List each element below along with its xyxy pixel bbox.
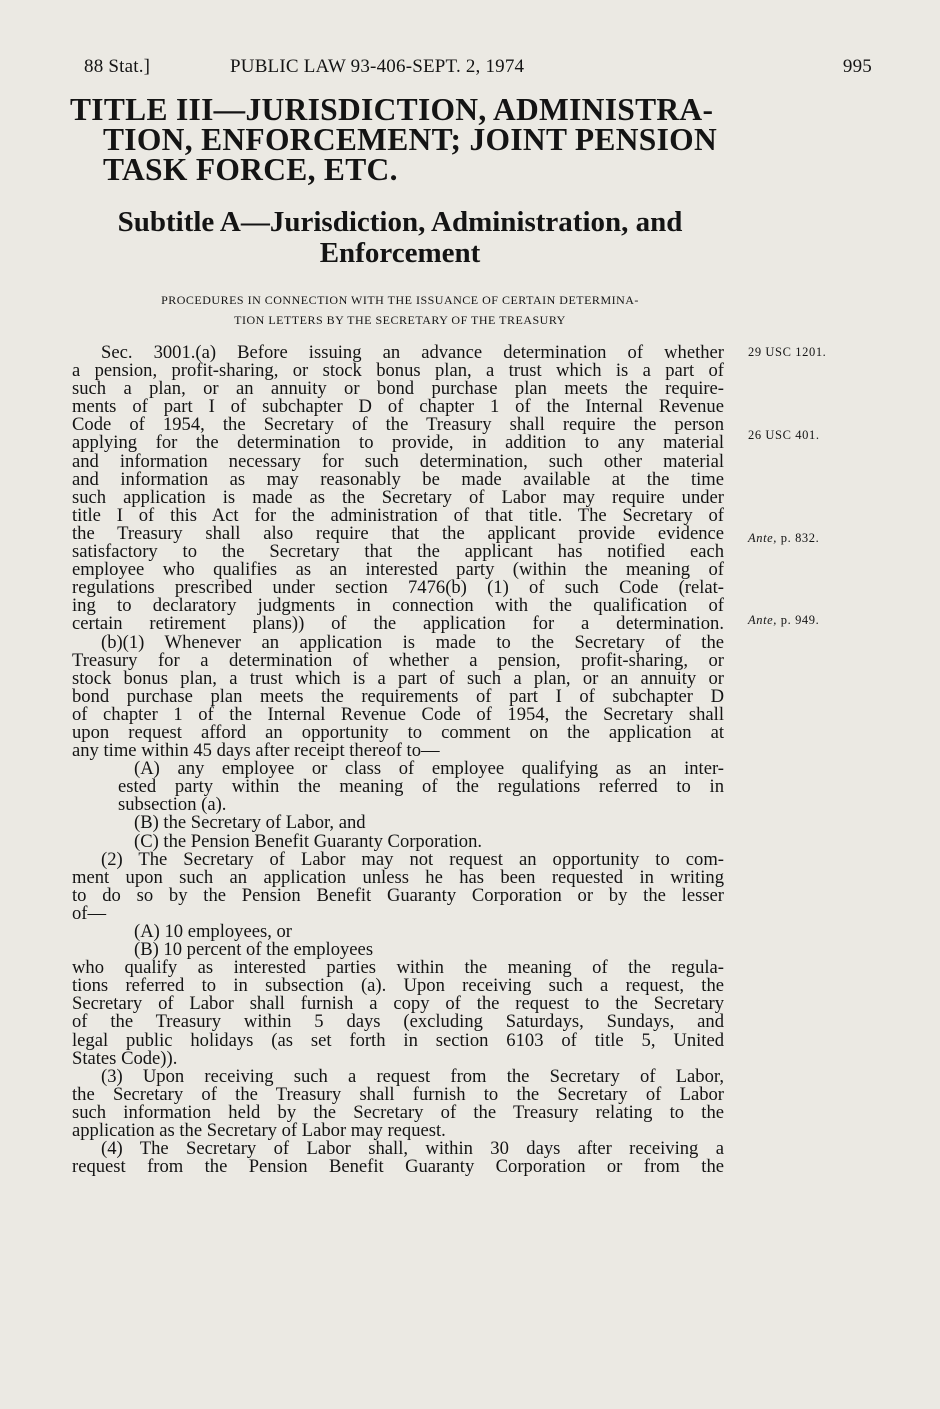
body-line: such information held by the Secretary of the Treasury relating to the — [72, 1101, 724, 1123]
running-header — [84, 56, 872, 80]
margin-note-29-usc-1201 — [748, 345, 826, 360]
body-line: (C) the Pension Benefit Guaranty Corporation. — [134, 830, 483, 852]
body-line: (4) The Secretary of Labor shall, within 30 days after receiving a — [101, 1138, 724, 1160]
margin-note-text: 26 USC 401. — [748, 428, 820, 442]
body-line: and information necessary for such determination, such other material — [72, 450, 724, 472]
body-line: Code of 1954, the Secretary of the Treasury shall require the person — [72, 414, 724, 436]
body-line: ments of part I of subchapter D of chapter 1 of the Internal Revenue — [72, 396, 724, 418]
body-line: of— — [72, 902, 107, 924]
title-line: TASK FORCE, ETC. — [103, 152, 398, 187]
body-line: Secretary of Labor shall furnish a copy of the request to the Secretary — [72, 993, 724, 1015]
body-line: bond purchase plan meets the requirements of part I of subchapter D — [72, 685, 724, 707]
margin-note-ante-p-949 — [748, 613, 819, 628]
body-line: (B) the Secretary of Labor, and — [134, 812, 366, 834]
margin-note-italic: Ante, — [748, 613, 778, 627]
body-line: States Code)). — [72, 1047, 178, 1069]
body-line: title I of this Act for the administration of that title. The Secretary of — [72, 504, 724, 526]
body-line: upon request afford an opportunity to comment on the application at — [72, 721, 724, 743]
body-line: Sec. 3001.(a) Before issuing an advance determination of whether — [101, 342, 724, 363]
margin-note-italic: Ante, — [748, 531, 778, 545]
body-line: ing to declaratory judgments in connection with the qualification of — [72, 595, 724, 617]
body-line: application as the Secretary of Labor may request. — [72, 1120, 446, 1142]
body-line: of chapter 1 of the Internal Revenue Code of 1954, the Secretary shall — [72, 703, 724, 725]
margin-note-text: 29 USC 1201. — [748, 345, 827, 359]
subtitle-line: Enforcement — [319, 237, 481, 269]
body-line: (b)(1) Whenever an application is made to the Secretary of the — [101, 631, 724, 653]
body-line: stock bonus plan, a trust which is a part of such a plan, or an annuity or — [72, 667, 724, 689]
body-line: (2) The Secretary of Labor may not request an opportunity to com- — [101, 848, 724, 870]
body-line: ested party within the meaning of the regulations referred to in — [118, 776, 724, 798]
body-line: the Secretary of the Treasury shall furnish to the Secretary of Labor — [72, 1083, 724, 1105]
body-line: the Treasury shall also require that the applicant provide evidence — [72, 522, 724, 544]
body-line: to do so by the Pension Benefit Guaranty Corporation or by the lesser — [72, 884, 724, 906]
title-line: TITLE III—JURISDICTION, ADMINISTRA- — [70, 92, 714, 127]
body-line: employee who qualifies as an interested party (within the meaning of — [72, 559, 724, 581]
subtitle-heading — [70, 207, 730, 269]
section-heading-line: TION LETTERS BY THE SECRETARY OF THE TREASURY — [234, 313, 566, 327]
body-line: legal public holidays (as set forth in section 6103 of title 5, United — [72, 1029, 724, 1051]
body-line: satisfactory to the Secretary that the applicant has notified each — [72, 541, 724, 563]
body-line: any time within 45 days after receipt thereof to— — [72, 740, 440, 762]
section-heading-line: PROCEDURES IN CONNECTION WITH THE ISSUANCE OF CERTAIN DETERMINA- — [161, 293, 639, 307]
body-line: such a plan, or an annuity or bond purchase plan meets the require- — [72, 378, 724, 400]
body-line: (A) 10 employees, or — [134, 921, 293, 942]
body-line: Treasury for a determination of whether a pension, profit-sharing, or — [72, 649, 724, 671]
body-line: of the Treasury within 5 days (excluding Saturdays, Sundays, and — [72, 1011, 724, 1033]
body-line: a pension, profit-sharing, or stock bonus plan, a trust which is a part of — [72, 360, 724, 382]
margin-note-ante-p-832 — [748, 531, 819, 546]
body-line: such application is made as the Secretary of Labor may require under — [72, 486, 724, 508]
body-line: who qualify as interested parties within the meaning of the regula- — [72, 957, 724, 979]
body-line: (3) Upon receiving such a request from the Secretary of Labor, — [101, 1065, 724, 1087]
body-line: (B) 10 percent of the employees — [134, 939, 374, 961]
public-law-citation: PUBLIC LAW 93-406-SEPT. 2, 1974 — [230, 56, 525, 77]
title-heading — [70, 92, 730, 187]
margin-note-26-usc-401 — [748, 428, 820, 443]
body-line: certain retirement plans)) of the application for a determination. — [72, 613, 724, 635]
section-body-text — [72, 344, 724, 1176]
page-number: 995 — [842, 56, 872, 77]
statute-volume: 88 Stat.] — [84, 56, 151, 77]
title-line: TION, ENFORCEMENT; JOINT PENSION — [103, 122, 718, 157]
body-line: subsection (a). — [118, 794, 227, 816]
margin-note-text: p. 832. — [777, 531, 820, 545]
body-line: applying for the determination to provide, in addition to any material — [72, 432, 724, 454]
body-line: (A) any employee or class of employee qualifying as an inter- — [134, 758, 724, 780]
body-line: tions referred to in subsection (a). Upon receiving such a request, the — [72, 975, 724, 997]
body-line: ment upon such an application unless he has been requested in writing — [72, 866, 724, 888]
margin-note-text: p. 949. — [777, 613, 820, 627]
subtitle-line: Subtitle A—Jurisdiction, Administration, and — [117, 206, 683, 238]
body-line: request from the Pension Benefit Guaranty Corporation or from the — [72, 1156, 724, 1178]
section-heading — [72, 290, 728, 330]
body-line: regulations prescribed under section 7476(b) (1) of such Code (relat- — [72, 577, 724, 599]
body-line: and information as may reasonably be made available at the time — [72, 468, 724, 490]
